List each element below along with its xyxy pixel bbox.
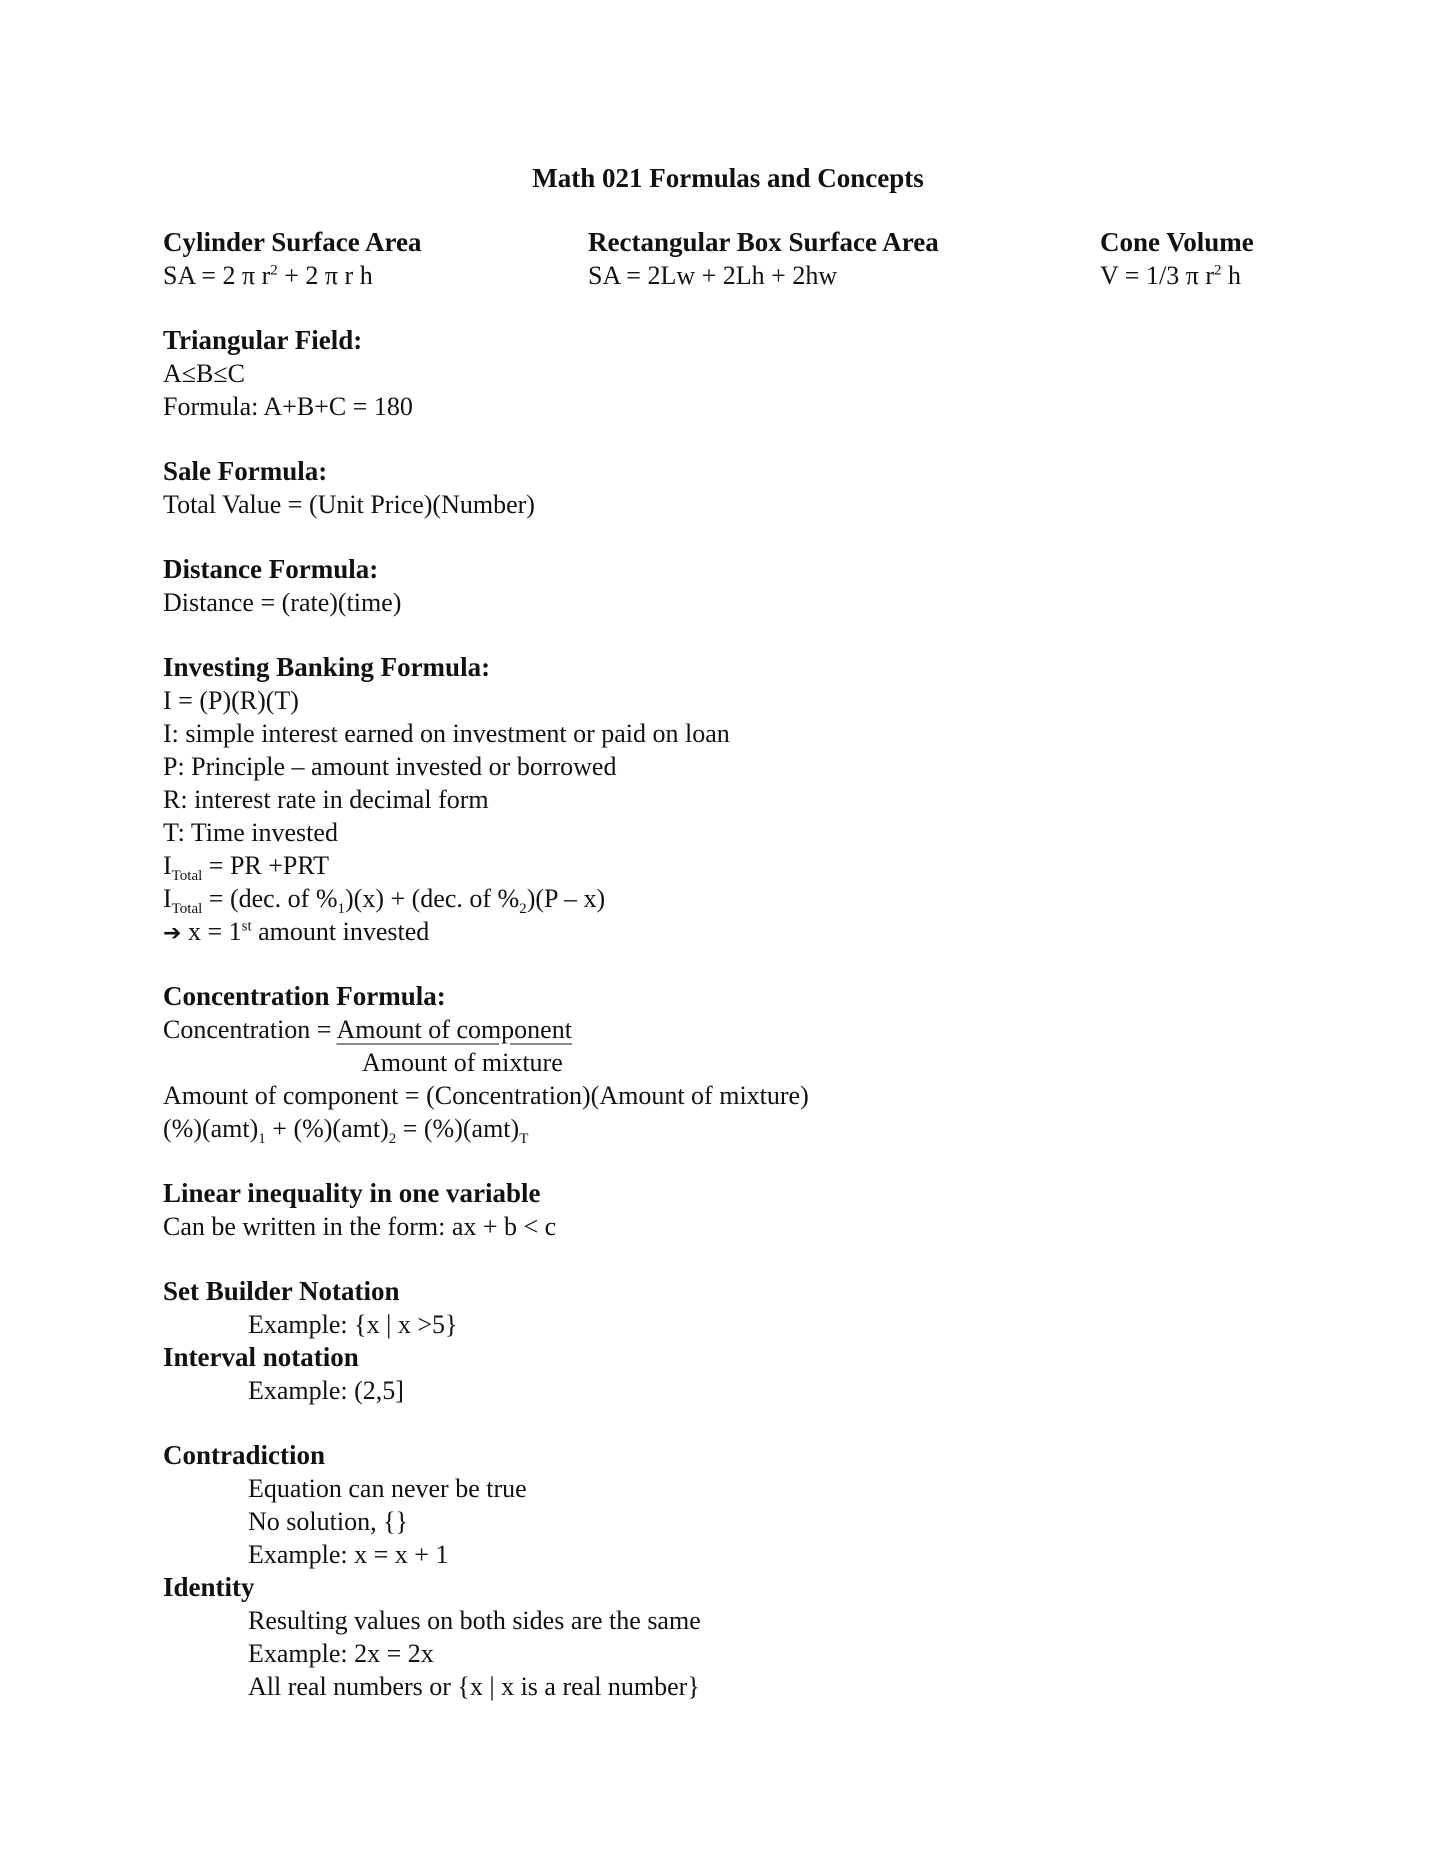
triangular-line: A≤B≤C (163, 359, 245, 388)
subscript: Total (171, 901, 203, 918)
setbuilder-heading: Set Builder Notation (163, 1276, 400, 1306)
arrow-icon: ➔ (163, 921, 182, 946)
box-section (588, 226, 939, 292)
cylinder-section (163, 226, 421, 292)
fraction-numerator: Amount of component (336, 1015, 572, 1044)
subscript: 1 (337, 901, 345, 918)
sale-line: Total Value = (Unit Price)(Number) (163, 490, 535, 519)
cone-formula-part: V = 1/3 π r (1100, 261, 1214, 290)
cone-heading: Cone Volume (1100, 227, 1254, 257)
cone-exponent: 2 (1213, 262, 1222, 279)
cylinder-exponent: 2 (270, 262, 278, 279)
identity-line: All real numbers or {x | x is a real number} (248, 1672, 700, 1701)
investing-line: I: simple interest earned on investment or paid on loan (163, 719, 730, 748)
formula-part: = PR +PRT (202, 851, 330, 880)
linear-heading: Linear inequality in one variable (163, 1178, 541, 1208)
triangular-line: Formula: A+B+C = 180 (163, 392, 413, 421)
subscript: Total (171, 868, 203, 885)
investing-line: P: Principle – amount invested or borrowed (163, 752, 617, 781)
formula-part: = (dec. of % (202, 884, 338, 913)
subscript: T (519, 1131, 529, 1148)
investing-arrow-line (163, 915, 429, 950)
contradiction-line: Equation can never be true (248, 1474, 527, 1503)
linear-line: Can be written in the form: ax + b < c (163, 1212, 557, 1241)
cone-formula (1100, 259, 1254, 292)
investing-line: R: interest rate in decimal form (163, 785, 489, 814)
interval-example: Example: (2,5] (248, 1376, 404, 1405)
box-heading: Rectangular Box Surface Area (588, 227, 939, 257)
identity-heading: Identity (163, 1572, 255, 1602)
cylinder-formula-part: + 2 π r h (277, 261, 373, 290)
fraction-denominator: Amount of mixture (362, 1048, 563, 1077)
cylinder-heading: Cylinder Surface Area (163, 227, 422, 257)
concentration-line: Amount of component = (Concentration)(Amount of mixture) (163, 1081, 809, 1110)
contradiction-heading: Contradiction (163, 1440, 325, 1470)
formula-part: )(x) + (dec. of % (345, 884, 520, 913)
investing-line: T: Time invested (163, 818, 338, 847)
cylinder-formula-part: SA = 2 π r (163, 261, 271, 290)
investing-total-2 (163, 882, 606, 918)
subscript: 2 (388, 1131, 397, 1148)
interval-heading: Interval notation (163, 1342, 359, 1372)
formula-part: I (163, 884, 172, 913)
contradiction-line: No solution, {} (248, 1507, 409, 1536)
formula-part: (%)(amt) (163, 1114, 259, 1143)
distance-line: Distance = (rate)(time) (163, 588, 402, 617)
sale-heading: Sale Formula: (163, 456, 328, 486)
cone-formula-part: h (1221, 261, 1241, 290)
formula-part: x = 1 (181, 917, 242, 946)
formula-part: I (163, 851, 172, 880)
triangular-heading: Triangular Field: (163, 325, 363, 355)
setbuilder-example: Example: {x | x >5} (248, 1310, 458, 1339)
subscript: 1 (258, 1131, 266, 1148)
formula-part: )(P – x) (526, 884, 606, 913)
identity-line: Resulting values on both sides are the same (248, 1606, 701, 1635)
concentration-heading: Concentration Formula: (163, 981, 446, 1011)
subscript: 2 (519, 901, 527, 918)
box-formula: SA = 2Lw + 2Lh + 2hw (588, 261, 838, 290)
cylinder-formula (163, 259, 421, 292)
investing-total-1 (163, 849, 330, 885)
fraction-lhs: Concentration = (163, 1015, 337, 1044)
page-title: Math 021 Formulas and Concepts (532, 163, 924, 193)
formula-part: = (%)(amt) (396, 1114, 520, 1143)
superscript: st (241, 918, 252, 935)
investing-heading: Investing Banking Formula: (163, 652, 491, 682)
investing-line: I = (P)(R)(T) (163, 686, 299, 715)
contradiction-line: Example: x = x + 1 (248, 1540, 449, 1569)
concentration-fraction (163, 1013, 572, 1046)
formula-part: amount invested (251, 917, 430, 946)
distance-heading: Distance Formula: (163, 554, 379, 584)
formula-part: + (%)(amt) (265, 1114, 389, 1143)
concentration-mix-line (163, 1112, 529, 1148)
cone-section (1100, 226, 1254, 292)
identity-line: Example: 2x = 2x (248, 1639, 434, 1668)
